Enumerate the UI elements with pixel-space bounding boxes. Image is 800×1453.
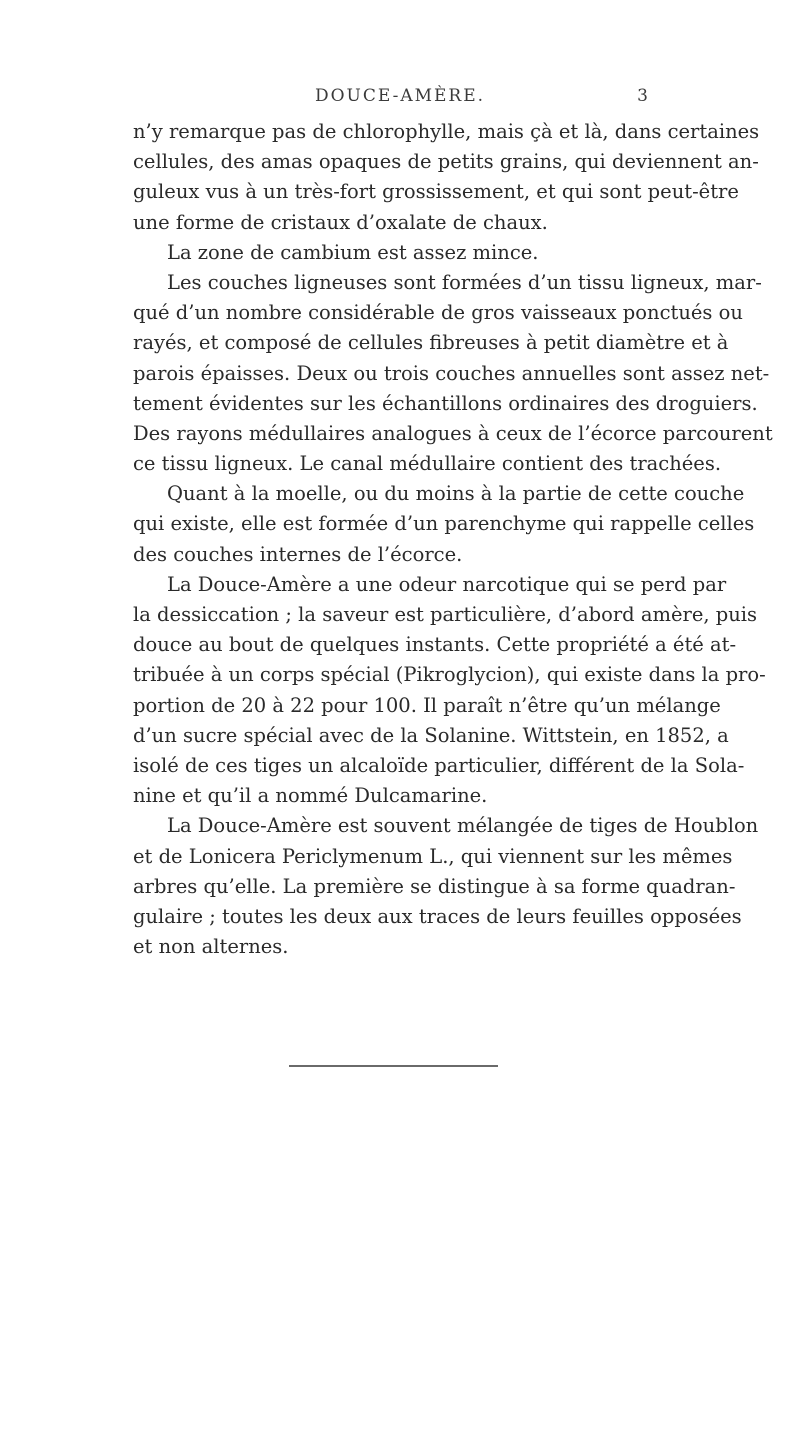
text-line: tribuée à un corps spécial (Pikroglycion), qui existe dans la pro- [133,663,766,687]
text-line: La Douce-Amère est souvent mélangée de tiges de Houblon [167,814,759,838]
text-line: cellules, des amas opaques de petits grains, qui deviennent an- [133,150,759,174]
page-header [0,86,800,116]
text-line: rayés, et composé de cellules fibreuses à petit diamètre et à [133,331,729,355]
text-line: Quant à la moelle, ou du moins à la partie de cette couche [167,482,745,506]
text-line: des couches internes de l’écorce. [133,542,463,566]
text-line: qui existe, elle est formée d’un parenchyme qui rappelle celles [133,512,755,536]
text-line: douce au bout de quelques instants. Cette propriété a été at- [133,633,737,657]
paragraph [133,811,759,962]
paragraph [133,570,766,812]
text-line: portion de 20 à 22 pour 100. Il paraît n’être qu’un mélange [133,693,721,717]
text-line: parois épaisses. Deux ou trois couches annuelles sont assez net- [133,361,770,385]
paragraph [133,117,760,238]
text-line: une forme de cristaux d’oxalate de chaux. [133,210,548,234]
text-line: nine et qu’il a nommé Dulcamarine. [133,784,488,808]
section-divider [289,1065,498,1067]
text-line: Des rayons médullaires analogues à ceux de l’écorce parcourent [133,421,773,445]
running-head: DOUCE-AMÈRE. [314,86,486,106]
text-line: qué d’un nombre considérable de gros vaisseaux ponctués ou [133,301,743,325]
page-number: 3 [637,86,648,106]
text-line: la dessiccation ; la saveur est particulière, d’abord amère, puis [133,603,758,626]
body-text [133,117,773,962]
text-line: arbres qu’elle. La première se distingue à sa forme quadran- [133,874,736,898]
text-line: La Douce-Amère a une odeur narcotique qui se perd par [167,572,727,596]
text-line: La zone de cambium est assez mince. [167,240,539,264]
text-line: et non alternes. [133,935,289,959]
text-line: d’un sucre spécial avec de la Solanine. Wittstein, en 1852, a [133,723,729,747]
text-line: n’y remarque pas de chlorophylle, mais çà et là, dans certaines [133,120,760,143]
text-line: isolé de ces tiges un alcaloïde particulier, différent de la Sola- [133,753,745,777]
paragraph [133,238,663,268]
text-line: gulaire ; toutes les deux aux traces de leurs feuilles opposées [133,904,742,928]
paragraph [133,268,773,570]
text-line: Les couches ligneuses sont formées d’un tissu ligneux, mar- [167,270,762,294]
text-line: ce tissu ligneux. Le canal médullaire contient des trachées. [133,452,722,476]
text-line: guleux vus à un très-fort grossissement, et qui sont peut-être [133,180,739,204]
text-line: tement évidentes sur les échantillons ordinaires des droguiers. [133,391,758,415]
text-line: et de Lonicera Periclymenum L., qui viennent sur les mêmes [133,844,733,868]
